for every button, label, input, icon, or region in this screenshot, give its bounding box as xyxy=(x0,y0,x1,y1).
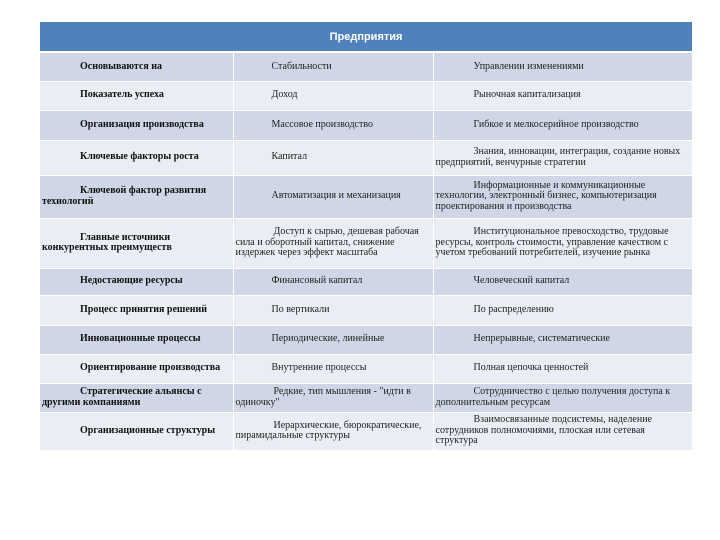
row-criterion: Показатель успеха xyxy=(40,81,233,110)
table-row xyxy=(40,218,692,268)
row-modern: Человеческий капитал xyxy=(433,268,692,295)
table-row xyxy=(40,383,692,412)
table-row xyxy=(40,268,692,295)
table-row xyxy=(40,140,692,175)
row-criterion: Инновационные процессы xyxy=(40,325,233,354)
row-modern: Гибкое и мелкосерийное производство xyxy=(433,110,692,140)
table-row xyxy=(40,175,692,218)
row-traditional: Массовое производство xyxy=(233,110,433,140)
row-criterion: Организация производства xyxy=(40,110,233,140)
row-criterion: Главные источники конкурентных преимуществ xyxy=(40,218,233,268)
row-modern: Взаимосвязанные подсистемы, наделение сотрудников полномочиями, плоская или сетевая структура xyxy=(433,412,692,450)
row-modern: По распределению xyxy=(433,295,692,325)
row-criterion: Ориентирование производства xyxy=(40,354,233,383)
table-row xyxy=(40,354,692,383)
table-row xyxy=(40,110,692,140)
row-modern: Полная цепочка ценностей xyxy=(433,354,692,383)
row-traditional: Доступ к сырью, дешевая рабочая сила и оборотный капитал, снижение издержек через эффект масштаба xyxy=(233,218,433,268)
row-criterion: Процесс принятия решений xyxy=(40,295,233,325)
table-row xyxy=(40,52,692,81)
row-criterion: Стратегические альянсы с другими компаниями xyxy=(40,383,233,412)
table-row xyxy=(40,81,692,110)
row-criterion: Недостающие ресурсы xyxy=(40,268,233,295)
row-traditional: Автоматизация и механизация xyxy=(233,175,433,218)
row-traditional: Финансовый капитал xyxy=(233,268,433,295)
row-modern: Информационные и коммуникационные технологии, электронный бизнес, компьютеризация проектирования и производства xyxy=(433,175,692,218)
row-modern: Знания, инновации, интеграция, создание новых предприятий, венчурные стратегии xyxy=(433,140,692,175)
enterprise-comparison-table xyxy=(40,22,693,451)
row-traditional: Капитал xyxy=(233,140,433,175)
table-row xyxy=(40,295,692,325)
row-traditional: Редкие, тип мышления - "идти в одиночку" xyxy=(233,383,433,412)
row-traditional: По вертикали xyxy=(233,295,433,325)
row-traditional: Доход xyxy=(233,81,433,110)
table-row xyxy=(40,325,692,354)
row-modern: Непрерывные, систематические xyxy=(433,325,692,354)
row-traditional: Стабильности xyxy=(233,52,433,81)
row-traditional: Внутренние процессы xyxy=(233,354,433,383)
table-row xyxy=(40,412,692,450)
row-modern: Рыночная капитализация xyxy=(433,81,692,110)
row-criterion: Ключевые факторы роста xyxy=(40,140,233,175)
row-criterion: Основываются на xyxy=(40,52,233,81)
row-traditional: Периодические, линейные xyxy=(233,325,433,354)
row-modern: Сотрудничество с целью получения доступа к дополнительным ресурсам xyxy=(433,383,692,412)
row-modern: Институциональное превосходство, трудовые ресурсы, контроль стоимости, управление качеством с учетом требований потребителей, изучение рынка xyxy=(433,218,692,268)
row-criterion: Ключевой фактор развития технологий xyxy=(40,175,233,218)
row-modern: Управлении изменениями xyxy=(433,52,692,81)
table-title: Предприятия xyxy=(40,22,692,52)
row-traditional: Иерархические, бюрократические, пирамидальные структуры xyxy=(233,412,433,450)
row-criterion: Организационные структуры xyxy=(40,412,233,450)
